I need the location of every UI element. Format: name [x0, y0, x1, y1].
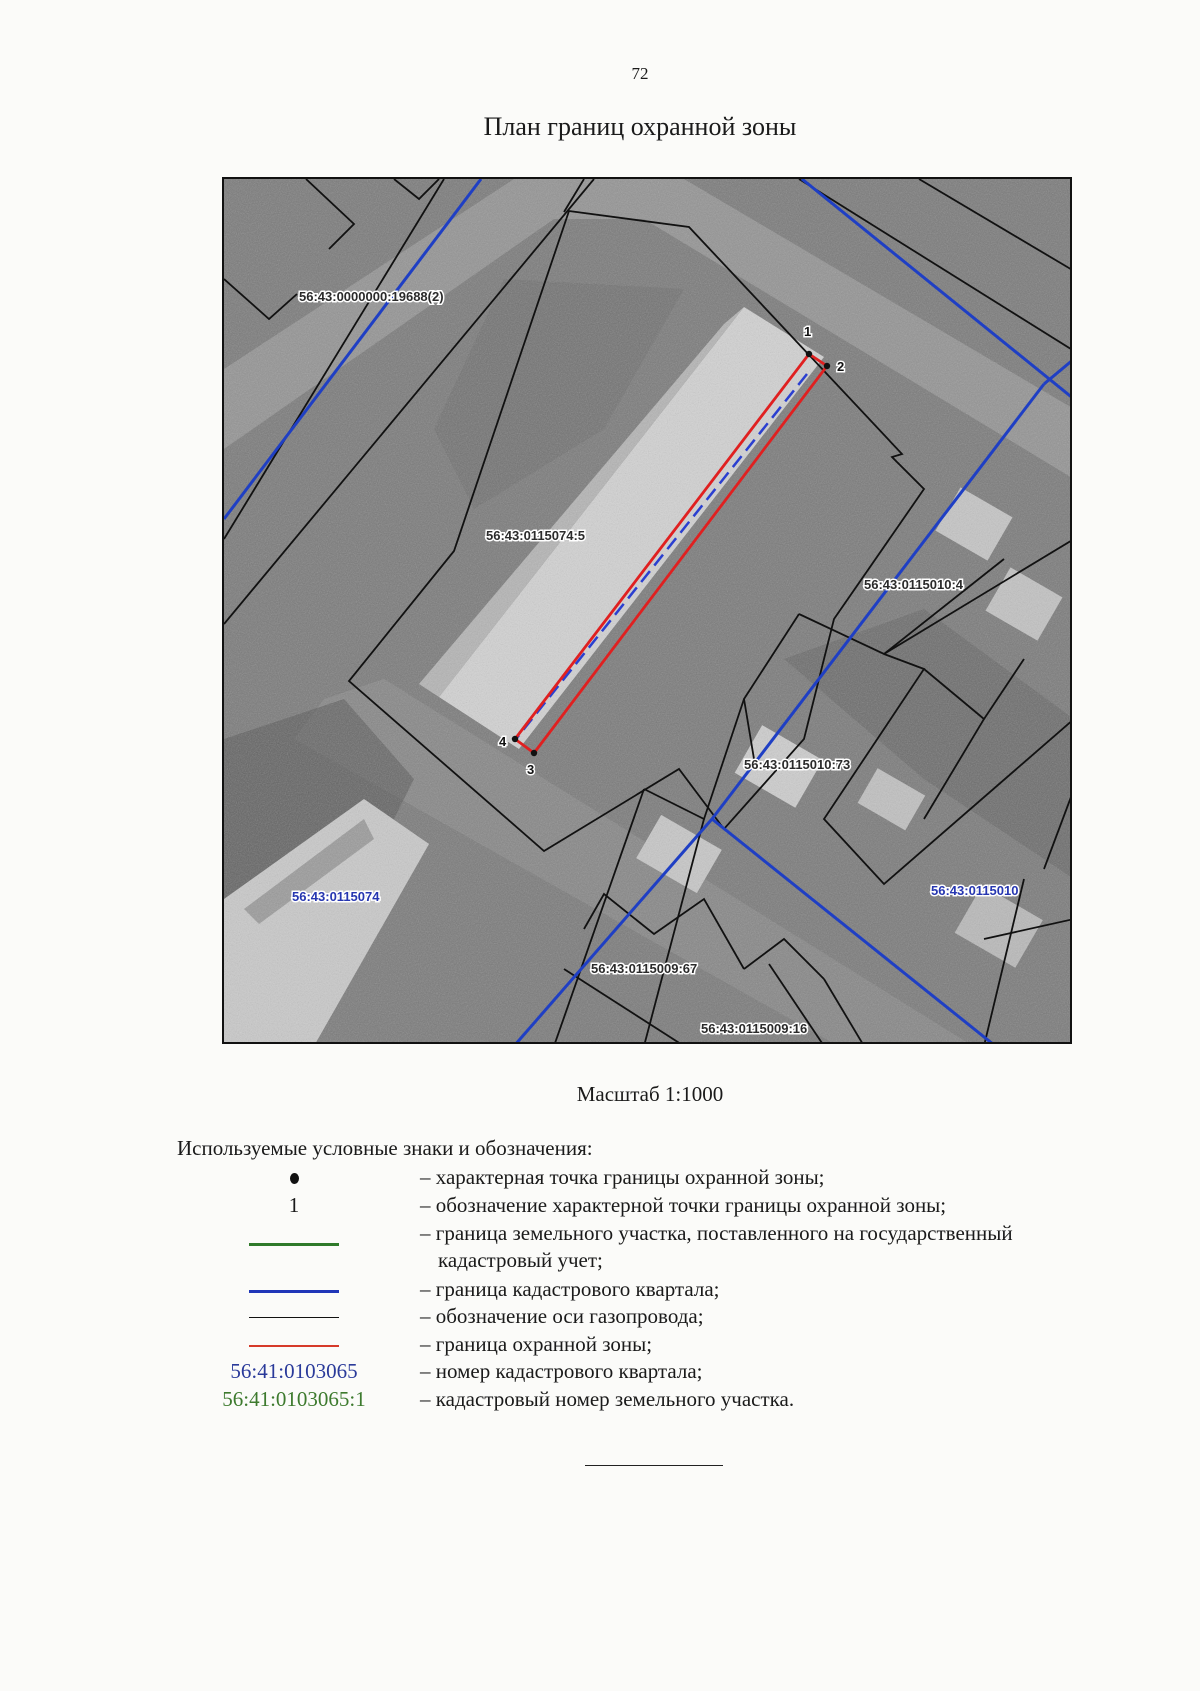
legend-item-quarter-number	[200, 1358, 1160, 1384]
point-4-marker	[512, 736, 518, 742]
green-line-icon	[249, 1243, 339, 1246]
map-scale: Масштаб 1:1000	[576, 1082, 724, 1106]
point-3-marker	[531, 750, 537, 756]
parcel-label: 56:43:0115074:5	[486, 528, 586, 543]
blue-line-icon	[249, 1290, 339, 1293]
legend-item-point-number	[200, 1192, 1160, 1218]
parcel-label: 56:43:0115009:16	[701, 1021, 808, 1036]
map-drawing	[224, 179, 1072, 1044]
point-1-marker	[806, 351, 812, 357]
end-divider	[585, 1465, 723, 1466]
legend-description: – характерная точка границы охранной зоны;	[420, 1165, 825, 1189]
red-line-icon	[249, 1345, 339, 1347]
legend-item-pipeline-axis	[200, 1303, 1160, 1329]
point-3-label: 3	[527, 762, 535, 777]
legend-item-point	[200, 1164, 1160, 1190]
legend-heading: Используемые условные знаки и обозначения:	[177, 1136, 593, 1160]
legend-item-parcel-boundary	[200, 1220, 1160, 1246]
parcel-label: 56:43:0115009:67	[591, 961, 698, 976]
point-2-marker	[824, 363, 830, 369]
parcel-label: 56:43:0115010:4	[864, 577, 964, 592]
parcel-label: 56:43:0000000:19688(2)	[299, 289, 444, 304]
legend-description: – номер кадастрового квартала;	[420, 1359, 703, 1383]
legend-symbol: 56:41:0103065	[230, 1359, 358, 1383]
legend-item-parcel-boundary-cont	[200, 1247, 1160, 1273]
legend-symbol	[200, 1303, 388, 1329]
legend-symbol	[200, 1164, 388, 1190]
parcel-label: 56:43:0115010:73	[744, 757, 851, 772]
legend-item-zone-boundary	[200, 1331, 1160, 1357]
page-title: План границ охранной зоны	[483, 112, 797, 141]
page-number: 72	[631, 64, 649, 83]
legend-description: – граница охранной зоны;	[420, 1332, 653, 1356]
point-4-label: 4	[499, 734, 507, 749]
legend-item-parcel-number	[200, 1386, 1160, 1412]
legend-item-quarter-boundary	[200, 1276, 1160, 1302]
zone-boundary-map	[222, 177, 1072, 1044]
quarter-label: 56:43:0115074	[292, 889, 380, 904]
legend-symbol	[200, 1276, 388, 1302]
black-line-icon	[249, 1317, 339, 1318]
legend-symbol: 1	[288, 1193, 300, 1217]
legend-description: – граница кадастрового квартала;	[420, 1277, 720, 1301]
photo-texture	[224, 179, 1072, 1044]
legend-description: – граница земельного участка, поставленного на государственный	[420, 1221, 1013, 1245]
point-dot-icon	[290, 1173, 299, 1184]
quarter-label: 56:43:0115010	[931, 883, 1019, 898]
legend-symbol: 56:41:0103065:1	[222, 1387, 366, 1411]
point-2-label: 2	[837, 359, 845, 374]
legend-description: – обозначение характерной точки границы охранной зоны;	[420, 1193, 947, 1217]
legend-description: – обозначение оси газопровода;	[420, 1304, 704, 1328]
legend-description: – кадастровый номер земельного участка.	[420, 1387, 795, 1411]
legend-symbol	[200, 1220, 388, 1246]
legend-description-continued: кадастровый учет;	[438, 1248, 603, 1272]
legend-symbol	[200, 1331, 388, 1357]
point-1-label: 1	[804, 324, 812, 339]
